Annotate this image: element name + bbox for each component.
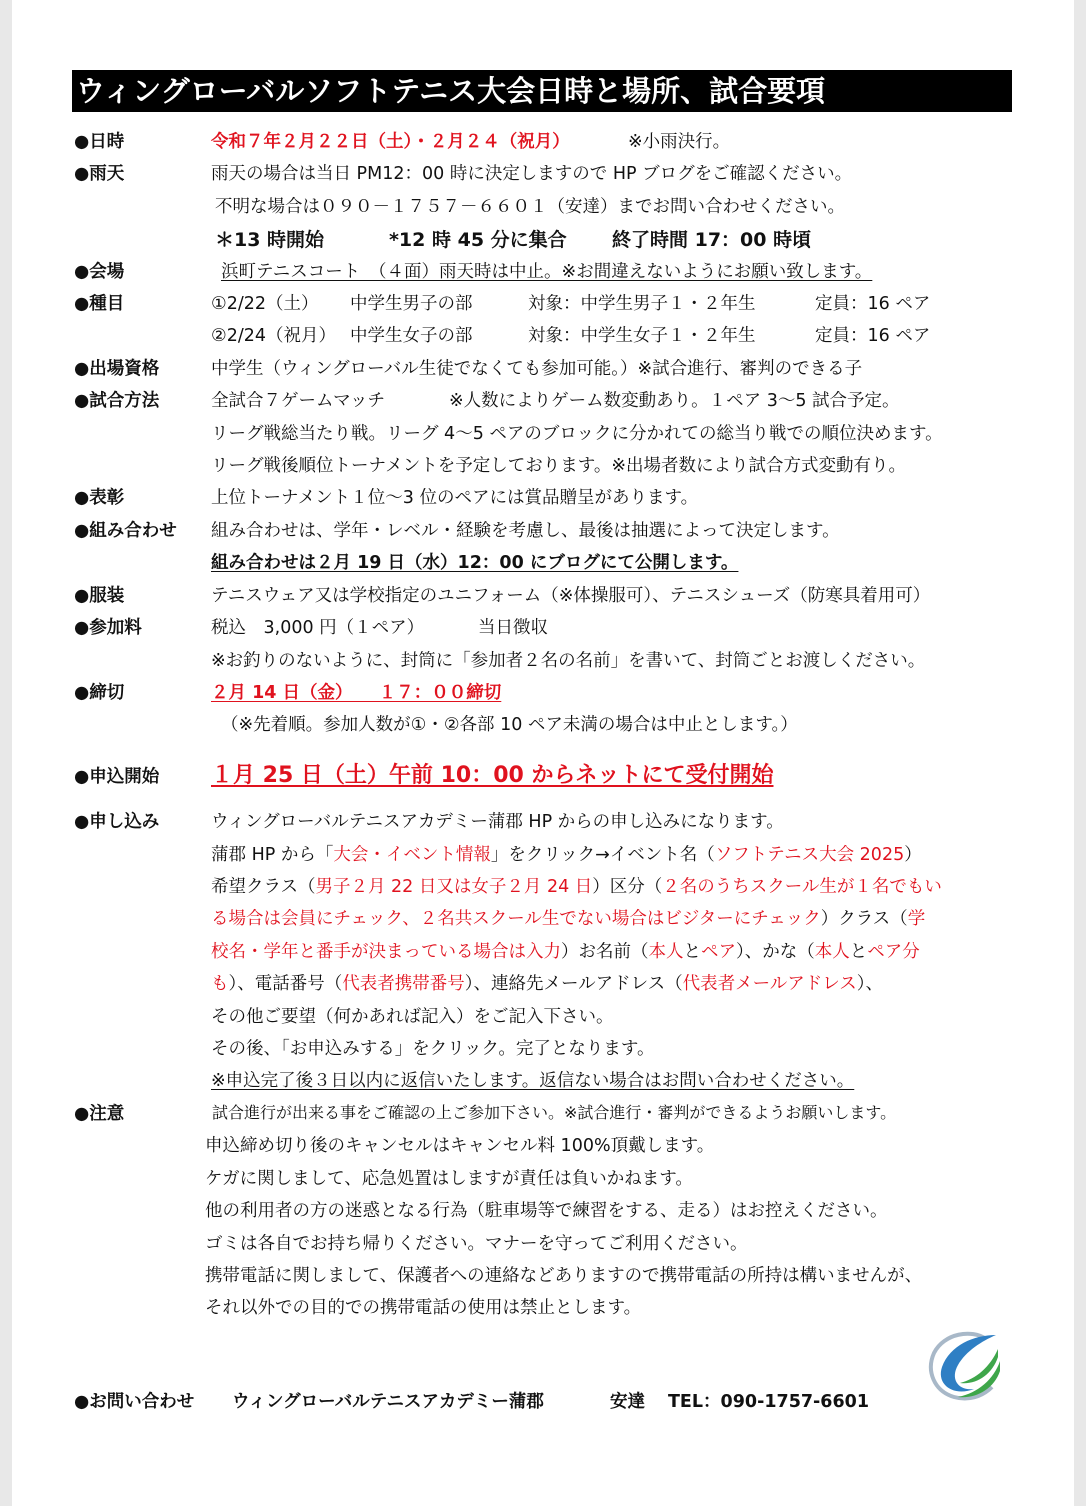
- caution-line-3: ケガに関しまして、応急処置はしますが責任は負いかねます。: [205, 1169, 693, 1189]
- deadline-note: （※先着順。参加人数が①・②各部 10 ペア未満の場合は中止とします。）: [221, 715, 798, 735]
- row-apply-4: [0, 905, 1086, 935]
- apply-line-3: 希望クラス（男子２月 22 日又は女子２月 24 日）区分（２名のうちスクール生が１名でもい: [211, 877, 942, 897]
- row-datetime: [0, 128, 1086, 158]
- apply-line-2: 蒲郡 HP から「大会・イベント情報」をクリック→イベント名（ソフトテニス大会 2025）: [211, 845, 922, 865]
- row-deadline-2: [0, 711, 1086, 741]
- fee-collect: 当日徴収: [478, 618, 548, 638]
- pairing-line-2: 組み合わせは２月 19 日（水）12：00 にブログにて公開します。: [211, 553, 739, 573]
- label-rain: ●雨天: [74, 164, 125, 184]
- row-deadline: [0, 679, 1086, 709]
- apply-line-5: 校名・学年と番手が決まっている場合は入力）お名前（本人とペア）、かな（本人とペア分: [211, 942, 920, 962]
- event-1-capacity: 定員：16 ペア: [815, 294, 931, 314]
- event-1-name: 中学生男子の部: [350, 294, 473, 314]
- caution-line-1: 試合進行が出来る事をご確認の上ご参加下さい。※試合進行・審判ができるようお願いします。: [212, 1103, 897, 1122]
- method-line-2: リーグ戦総当たり戦。リーグ 4～5 ペアのブロックに分かれての総当り戦での順位決めます。: [211, 424, 943, 444]
- label-venue: ●会場: [74, 262, 125, 282]
- label-contact: ●お問い合わせ: [74, 1392, 195, 1412]
- apply-line-7: その他ご要望（何かあれば記入）をご記入下さい。: [211, 1007, 614, 1027]
- row-caution-5: [0, 1230, 1086, 1260]
- start-time: ＊13 時開始: [215, 229, 325, 251]
- row-method-2: [0, 420, 1086, 450]
- row-caution-2: [0, 1132, 1086, 1162]
- row-pairing: [0, 517, 1086, 547]
- apply-line-6: も）、電話番号（代表者携帯番号）、連絡先メールアドレス（代表者メールアドレス）、: [211, 974, 883, 994]
- label-fee: ●参加料: [74, 618, 142, 638]
- row-apply-5: [0, 938, 1086, 968]
- caution-line-2: 申込締め切り後のキャンセルはキャンセル料 100%頂戴します。: [205, 1136, 715, 1156]
- event-1-date: ①2/22（土）: [211, 294, 319, 314]
- label-award: ●表彰: [74, 488, 125, 508]
- label-apply-start: ●申込開始: [74, 767, 160, 787]
- row-event-2: [0, 322, 1086, 352]
- row-pairing-2: [0, 549, 1086, 579]
- apply-line-1: ウィングローバルテニスアカデミー蒲郡 HP からの申し込みになります。: [211, 812, 784, 832]
- row-method: [0, 387, 1086, 417]
- apply-line-9: ※申込完了後３日以内に返信いたします。返信ない場合はお問い合わせください。: [211, 1071, 855, 1091]
- row-rain-2: [0, 193, 1086, 223]
- row-caution-4: [0, 1197, 1086, 1227]
- label-method: ●試合方法: [74, 391, 160, 411]
- event-2-name: 中学生女子の部: [350, 326, 473, 346]
- label-datetime: ●日時: [74, 132, 125, 152]
- row-event-1: [0, 290, 1086, 320]
- row-caution-3: [0, 1165, 1086, 1195]
- row-apply-6: [0, 970, 1086, 1000]
- row-caution-7: [0, 1294, 1086, 1324]
- label-events: ●種目: [74, 294, 125, 314]
- method-line-1b: ※人数によりゲーム数変動あり。１ペア 3～5 試合予定。: [449, 391, 900, 411]
- row-fee: [0, 614, 1086, 644]
- page-title: ウィングローバルソフトテニス大会日時と場所、試合要項: [72, 70, 1012, 112]
- event-2-capacity: 定員：16 ペア: [815, 326, 931, 346]
- row-apply-2: [0, 841, 1086, 871]
- apply-line-4: る場合は会員にチェック、２名共スクール生でない場合はビジターにチェック）クラス（学: [211, 909, 926, 929]
- gather-time: *12 時 45 分に集合: [389, 229, 567, 251]
- row-time: [0, 225, 1086, 255]
- method-line-1a: 全試合７ゲームマッチ: [211, 391, 385, 411]
- row-caution-6: [0, 1262, 1086, 1292]
- row-rain: [0, 160, 1086, 190]
- apply-line-8: その後、「お申込みする」をクリック。完了となります。: [211, 1039, 655, 1059]
- label-deadline: ●締切: [74, 683, 125, 703]
- contact-person: 安達: [610, 1392, 645, 1412]
- row-apply-3: [0, 873, 1086, 903]
- row-eligibility: [0, 355, 1086, 385]
- caution-line-5: ゴミは各自でお持ち帰りください。マナーを守ってご利用ください。: [205, 1234, 748, 1254]
- venue-text: 浜町テニスコート （４面）雨天時は中止。※お間違えないようにお願い致します。: [221, 262, 873, 282]
- row-apply-start: [0, 758, 1086, 794]
- label-eligibility: ●出場資格: [74, 359, 160, 379]
- row-fee-2: [0, 647, 1086, 677]
- event-name: ソフトテニス大会 2025: [714, 845, 905, 865]
- row-apply-8: [0, 1035, 1086, 1065]
- row-apply-9: [0, 1067, 1086, 1097]
- row-venue: [0, 258, 1086, 288]
- row-caution: [0, 1100, 1086, 1130]
- event-1-target: 対象：中学生男子１・２年生: [528, 294, 756, 314]
- event-date: 令和７年２月２２日（土）・２月２４（祝月）: [211, 132, 570, 152]
- caution-line-4: 他の利用者の方の迷惑となる行為（駐車場等で練習をする、走る）はお控えください。: [205, 1201, 888, 1221]
- fee-note: ※お釣りのないように、封筒に「参加者２名の名前」を書いて、封筒ごとお渡しください。: [211, 651, 926, 671]
- label-caution: ●注意: [74, 1104, 125, 1124]
- row-award: [0, 484, 1086, 514]
- apply-start-text: １月 25 日（土）午前 10：00 からネットにて受付開始: [211, 763, 774, 788]
- event-2-date: ②2/24（祝月）: [211, 326, 336, 346]
- event-2-target: 対象：中学生女子１・２年生: [528, 326, 756, 346]
- row-apply: [0, 808, 1086, 838]
- pairing-line-1: 組み合わせは、学年・レベル・経験を考慮し、最後は抽選によって決定します。: [211, 521, 840, 541]
- deadline-date: ２月 14 日（金） １７：００締切: [211, 683, 502, 703]
- award-text: 上位トーナメント１位～3 位のペアには賞品贈呈があります。: [211, 488, 699, 508]
- label-apply: ●申し込み: [74, 812, 160, 832]
- rain-line-2: 不明な場合は０９０－１７５７－６６０１（安達）までお問い合わせください。: [215, 197, 845, 217]
- contact-org: ウィングローバルテニスアカデミー蒲郡: [232, 1392, 544, 1412]
- row-apply-7: [0, 1003, 1086, 1033]
- fee-amount: 税込 3,000 円（１ペア）: [211, 618, 425, 638]
- label-pairing: ●組み合わせ: [74, 521, 177, 541]
- eligibility-text: 中学生（ウィングローバル生徒でなくても参加可能。）※試合進行、審判のできる子: [211, 359, 863, 379]
- caution-line-7: それ以外での目的での携帯電話の使用は禁止とします。: [205, 1298, 642, 1318]
- caution-line-6: 携帯電話に関しまして、保護者への連絡などありますので携帯電話の所持は構いませんが、: [205, 1266, 923, 1286]
- attire-text: テニスウェア又は学校指定のユニフォーム（※体操服可）、テニスシューズ（防寒具着用可）: [211, 586, 931, 606]
- rain-line-1: 雨天の場合は当日 PM12：00 時に決定しますので HP ブログをご確認ください。: [211, 164, 853, 184]
- row-attire: [0, 582, 1086, 612]
- light-rain-note: ※小雨決行。: [628, 132, 731, 152]
- link-event-info: 大会・イベント情報: [333, 845, 491, 865]
- label-attire: ●服装: [74, 586, 125, 606]
- row-contact: [0, 1388, 1086, 1418]
- contact-tel: TEL：090-1757-6601: [668, 1392, 870, 1412]
- row-method-3: [0, 452, 1086, 482]
- method-line-3: リーグ戦後順位トーナメントを予定しております。※出場者数により試合方式変動有り。: [211, 456, 907, 476]
- end-time: 終了時間 17：00 時頃: [612, 229, 812, 251]
